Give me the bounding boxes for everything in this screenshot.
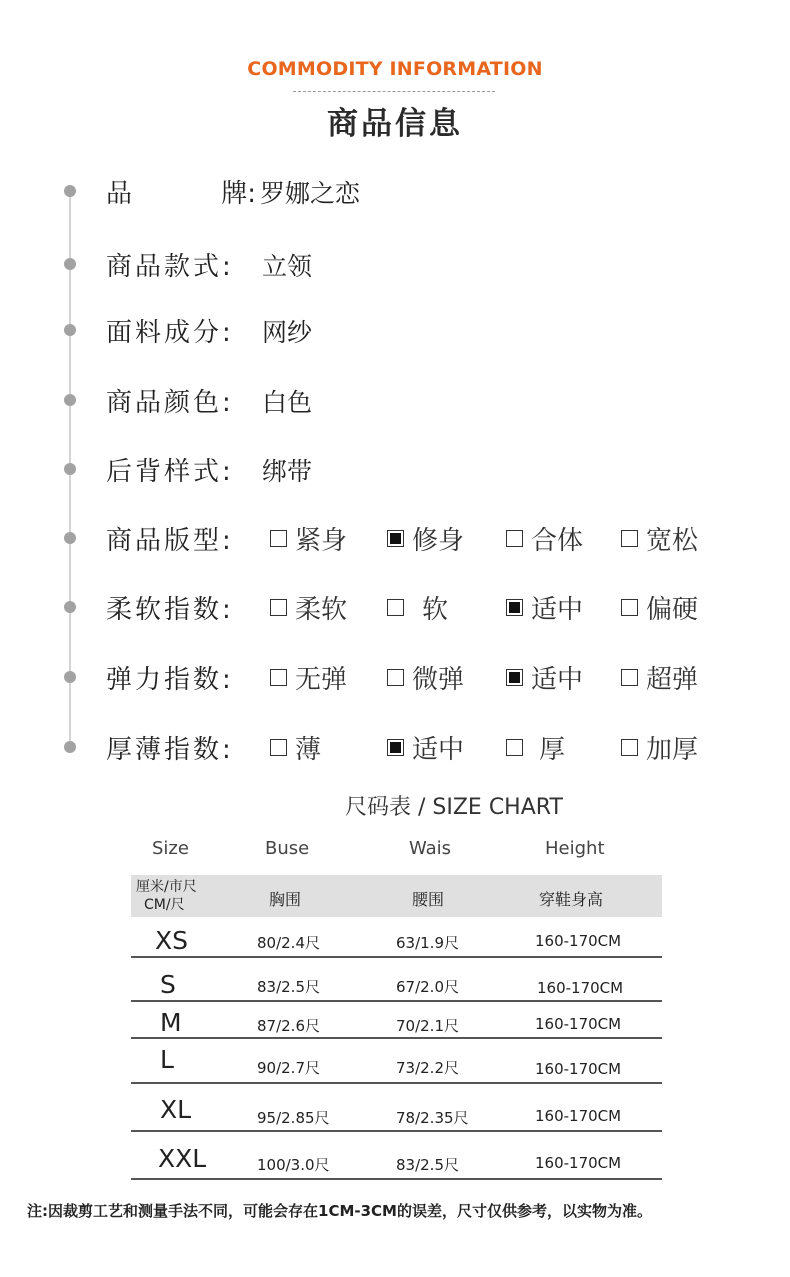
option-label: 宽松: [646, 525, 699, 556]
info-row-back: [0, 449, 790, 489]
index-label: 柔软指数:: [106, 595, 234, 625]
option-label: 软: [422, 594, 449, 625]
bullet-dot: [64, 324, 76, 336]
index-label: 弹力指数:: [106, 665, 234, 695]
option-label: 修身: [412, 525, 465, 556]
header-divider: [293, 91, 495, 92]
option-label: 适中: [531, 594, 584, 625]
index-label: 商品版型:: [106, 526, 234, 556]
height-value: 160-170CM: [535, 1154, 622, 1172]
option-label: 微弹: [412, 664, 465, 695]
option-medium[interactable]: [506, 657, 583, 697]
option-label: 偏硬: [646, 594, 699, 625]
bust-value: 80/2.4尺: [257, 934, 320, 952]
option-super-stretch[interactable]: [621, 657, 698, 697]
bullet-dot: [64, 671, 76, 683]
option-slim[interactable]: [387, 518, 464, 558]
option-tight[interactable]: [270, 518, 347, 558]
height-value: 160-170CM: [535, 1107, 622, 1125]
waist-value: 70/2.1尺: [396, 1017, 459, 1035]
option-label: 紧身: [295, 525, 348, 556]
bust-value: 100/3.0尺: [257, 1156, 330, 1174]
unit-label: [136, 878, 197, 914]
unit-height: 穿鞋身高: [539, 890, 604, 909]
checkbox[interactable]: [270, 530, 287, 547]
label-char: 品: [106, 179, 133, 209]
option-slight-stretch[interactable]: [387, 657, 464, 697]
checkbox[interactable]: [621, 530, 638, 547]
bullet-dot: [64, 741, 76, 753]
option-very-soft[interactable]: [270, 587, 347, 627]
bullet-dot: [64, 394, 76, 406]
info-value: 立领: [262, 252, 313, 281]
footnote: 注:因裁剪工艺和测量手法不同，可能会存在1CM-3CM的误差，尺寸仅供参考，以实物为准。: [27, 1202, 652, 1220]
size-label: L: [160, 1045, 174, 1074]
option-medium[interactable]: [387, 727, 464, 767]
waist-value: 67/2.0尺: [396, 978, 459, 996]
checkbox[interactable]: [506, 530, 523, 547]
height-value: 160-170CM: [535, 932, 622, 950]
table-row: [131, 1002, 662, 1039]
checkbox[interactable]: [270, 599, 287, 616]
option-extra-thick[interactable]: [621, 727, 698, 767]
checkbox[interactable]: [387, 530, 404, 547]
label-char: 牌:: [221, 179, 256, 209]
checkbox[interactable]: [506, 739, 523, 756]
option-label: 柔软: [295, 594, 348, 625]
table-row: [131, 1084, 662, 1132]
bullet-dot: [64, 463, 76, 475]
unit-bust: 胸围: [269, 890, 302, 909]
info-row-style: [0, 244, 790, 284]
index-row-fit: [0, 518, 790, 558]
option-label: 厚: [539, 734, 566, 765]
size-label: XS: [155, 926, 188, 955]
bust-value: 90/2.7尺: [257, 1059, 320, 1077]
table-row: [131, 1039, 662, 1084]
height-value: 160-170CM: [535, 1060, 622, 1078]
checkbox[interactable]: [621, 739, 638, 756]
table-row: [131, 958, 662, 1002]
option-label: 适中: [531, 664, 584, 695]
info-label: 商品款式:: [106, 252, 234, 282]
option-label: 薄: [295, 734, 322, 765]
info-label: 商品颜色:: [106, 388, 234, 418]
index-row-elasticity: [0, 657, 790, 697]
checkbox[interactable]: [387, 739, 404, 756]
waist-value: 78/2.35尺: [396, 1109, 469, 1127]
size-label: S: [160, 970, 176, 999]
checkbox[interactable]: [506, 599, 523, 616]
info-label: 面料成分:: [106, 318, 234, 348]
option-label: 超弹: [646, 664, 699, 695]
header-title-cn: 商品信息: [327, 106, 463, 142]
info-label: 后背样式:: [106, 457, 234, 487]
option-label: 加厚: [646, 734, 699, 765]
index-label: 厚薄指数:: [106, 735, 234, 765]
option-regular[interactable]: [506, 518, 583, 558]
bullet-dot: [64, 185, 76, 197]
info-row-brand: [0, 171, 790, 211]
info-label: [106, 173, 256, 210]
index-row-softness: [0, 587, 790, 627]
option-thin[interactable]: [270, 727, 321, 767]
unit-waist: 腰围: [412, 890, 445, 909]
size-chart-title: 尺码表 / SIZE CHART: [345, 795, 563, 820]
option-thick[interactable]: [506, 727, 565, 767]
unit-label-line: CM/尺: [144, 897, 185, 913]
bullet-dot: [64, 601, 76, 613]
table-row: [131, 917, 662, 958]
bust-value: 87/2.6尺: [257, 1017, 320, 1035]
checkbox[interactable]: [270, 669, 287, 686]
info-value: 网纱: [262, 318, 313, 347]
checkbox[interactable]: [387, 669, 404, 686]
bullet-dot: [64, 258, 76, 270]
bust-value: 95/2.85尺: [257, 1109, 330, 1127]
checkbox[interactable]: [621, 599, 638, 616]
option-loose[interactable]: [621, 518, 698, 558]
col-header-height: Height: [545, 838, 605, 859]
unit-label-line: 厘米/市尺: [136, 879, 197, 895]
option-no-stretch[interactable]: [270, 657, 347, 697]
option-label: 无弹: [295, 664, 348, 695]
bullet-dot: [64, 532, 76, 544]
waist-value: 83/2.5尺: [396, 1156, 459, 1174]
index-row-thickness: [0, 727, 790, 767]
info-row-fabric: [0, 310, 790, 350]
checkbox[interactable]: [506, 669, 523, 686]
info-row-color: [0, 380, 790, 420]
checkbox[interactable]: [387, 599, 404, 616]
table-row: [131, 1132, 662, 1180]
option-firm[interactable]: [621, 587, 698, 627]
col-header-size: Size: [152, 838, 189, 859]
col-header-bust: Buse: [265, 838, 310, 859]
col-header-waist: Wais: [409, 838, 452, 859]
waist-value: 73/2.2尺: [396, 1059, 459, 1077]
size-label: XL: [160, 1095, 192, 1124]
info-value: 白色: [262, 388, 313, 417]
option-label: 合体: [531, 525, 584, 556]
height-value: 160-170CM: [535, 1015, 622, 1033]
checkbox[interactable]: [621, 669, 638, 686]
size-label: XXL: [158, 1144, 207, 1173]
option-medium[interactable]: [506, 587, 583, 627]
info-value: 绑带: [262, 457, 313, 486]
info-value: 罗娜之恋: [260, 179, 361, 208]
checkbox[interactable]: [270, 739, 287, 756]
size-label: M: [160, 1008, 182, 1037]
option-label: 适中: [412, 734, 465, 765]
bust-value: 83/2.5尺: [257, 978, 320, 996]
unit-row: [131, 875, 662, 917]
option-soft[interactable]: [387, 587, 448, 627]
waist-value: 63/1.9尺: [396, 934, 459, 952]
header-title-en: COMMODITY INFORMATION: [247, 58, 543, 80]
height-value: 160-170CM: [537, 979, 624, 997]
